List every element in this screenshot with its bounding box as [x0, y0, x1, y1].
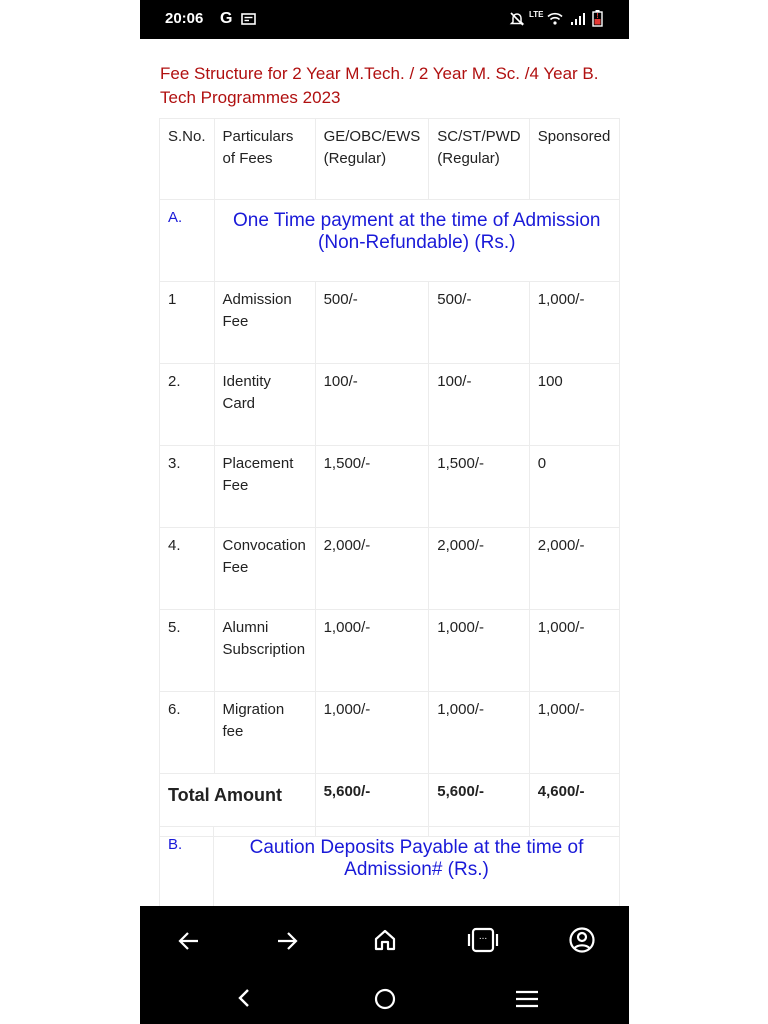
cell-sno: 6. — [160, 692, 215, 774]
total-sc: 5,600/- — [429, 774, 529, 837]
header-sno: S.No. — [160, 119, 215, 200]
table-row — [160, 528, 620, 610]
web-content[interactable] — [140, 39, 629, 906]
cell-particular: Alumni Subscription — [214, 610, 315, 692]
table-header-row — [160, 119, 620, 200]
cell-particular: Convocation Fee — [214, 528, 315, 610]
system-navigation-bar — [140, 976, 629, 1024]
back-icon[interactable] — [176, 928, 202, 954]
cell-sc: 2,000/- — [429, 528, 529, 610]
cell-sponsored: 1,000/- — [529, 282, 619, 364]
header-sc-st-pwd: SC/ST/PWD (Regular) — [429, 119, 529, 200]
battery-icon — [592, 10, 603, 27]
tabs-count: ... — [478, 931, 488, 942]
cell-sno: 5. — [160, 610, 215, 692]
cell-sc: 100/- — [429, 364, 529, 446]
cell-sno: 2. — [160, 364, 215, 446]
lte-icon — [529, 11, 544, 19]
total-label: Total Amount — [160, 774, 316, 837]
cell-particular: Placement Fee — [214, 446, 315, 528]
cell-ge: 1,000/- — [315, 610, 429, 692]
cell-sponsored: 100 — [529, 364, 619, 446]
cell-sc: 500/- — [429, 282, 529, 364]
cell-sno: 4. — [160, 528, 215, 610]
status-time: 20:06 — [165, 10, 204, 27]
cell-particular: Migration fee — [214, 692, 315, 774]
wifi-icon — [547, 12, 563, 25]
cell-ge: 2,000/- — [315, 528, 429, 610]
recents-menu-icon[interactable] — [514, 988, 540, 1010]
fee-structure-table — [159, 118, 620, 837]
cell-particular: Admission Fee — [214, 282, 315, 364]
total-ge: 5,600/- — [315, 774, 429, 837]
home-icon[interactable] — [372, 927, 398, 953]
status-bar — [140, 0, 629, 39]
google-icon: G — [220, 10, 233, 27]
section-a-row — [160, 200, 620, 282]
section-a-title: One Time payment at the time of Admission (Non-Refundable) (Rs.) — [214, 200, 619, 282]
section-b-row — [160, 827, 620, 907]
cell-particular: Identity Card — [214, 364, 315, 446]
system-back-icon[interactable] — [234, 987, 254, 1009]
lte-label: LTE — [529, 10, 544, 19]
phone-screen — [140, 0, 629, 1024]
header-ge-obc-ews: GE/OBC/EWS (Regular) — [315, 119, 429, 200]
cell-sno: 3. — [160, 446, 215, 528]
forward-icon[interactable] — [274, 928, 300, 954]
cell-sponsored: 1,000/- — [529, 610, 619, 692]
section-b-letter: B. — [160, 827, 214, 907]
news-icon — [241, 13, 256, 25]
browser-toolbar — [140, 906, 629, 976]
svg-text:!: ! — [596, 13, 599, 20]
cell-sc: 1,000/- — [429, 692, 529, 774]
cell-sc: 1,500/- — [429, 446, 529, 528]
cell-ge: 500/- — [315, 282, 429, 364]
system-home-icon[interactable] — [373, 987, 397, 1011]
table-row — [160, 282, 620, 364]
header-sponsored: Sponsored — [529, 119, 619, 200]
total-sponsored: 4,600/- — [529, 774, 619, 837]
cell-ge: 1,000/- — [315, 692, 429, 774]
cell-sc: 1,000/- — [429, 610, 529, 692]
cell-sno: 1 — [160, 282, 215, 364]
cell-sponsored: 2,000/- — [529, 528, 619, 610]
cell-sponsored: 0 — [529, 446, 619, 528]
signal-icon — [571, 12, 586, 25]
cell-ge: 100/- — [315, 364, 429, 446]
account-icon[interactable] — [568, 926, 596, 954]
table-row — [160, 692, 620, 774]
table-row — [160, 364, 620, 446]
page-title: Fee Structure for 2 Year M.Tech. / 2 Year M. Sc. /4 Year B. Tech Programmes 2023 — [160, 64, 599, 107]
section-a-letter: A. — [160, 200, 215, 282]
cell-ge: 1,500/- — [315, 446, 429, 528]
mute-icon — [509, 11, 525, 27]
tabs-icon[interactable] — [467, 926, 499, 954]
section-b-title: Caution Deposits Payable at the time of Admission# (Rs.) — [214, 827, 620, 907]
table-row — [160, 446, 620, 528]
header-particulars: Particulars of Fees — [214, 119, 315, 200]
cell-sponsored: 1,000/- — [529, 692, 619, 774]
table-row — [160, 610, 620, 692]
caution-deposit-table — [159, 826, 620, 906]
